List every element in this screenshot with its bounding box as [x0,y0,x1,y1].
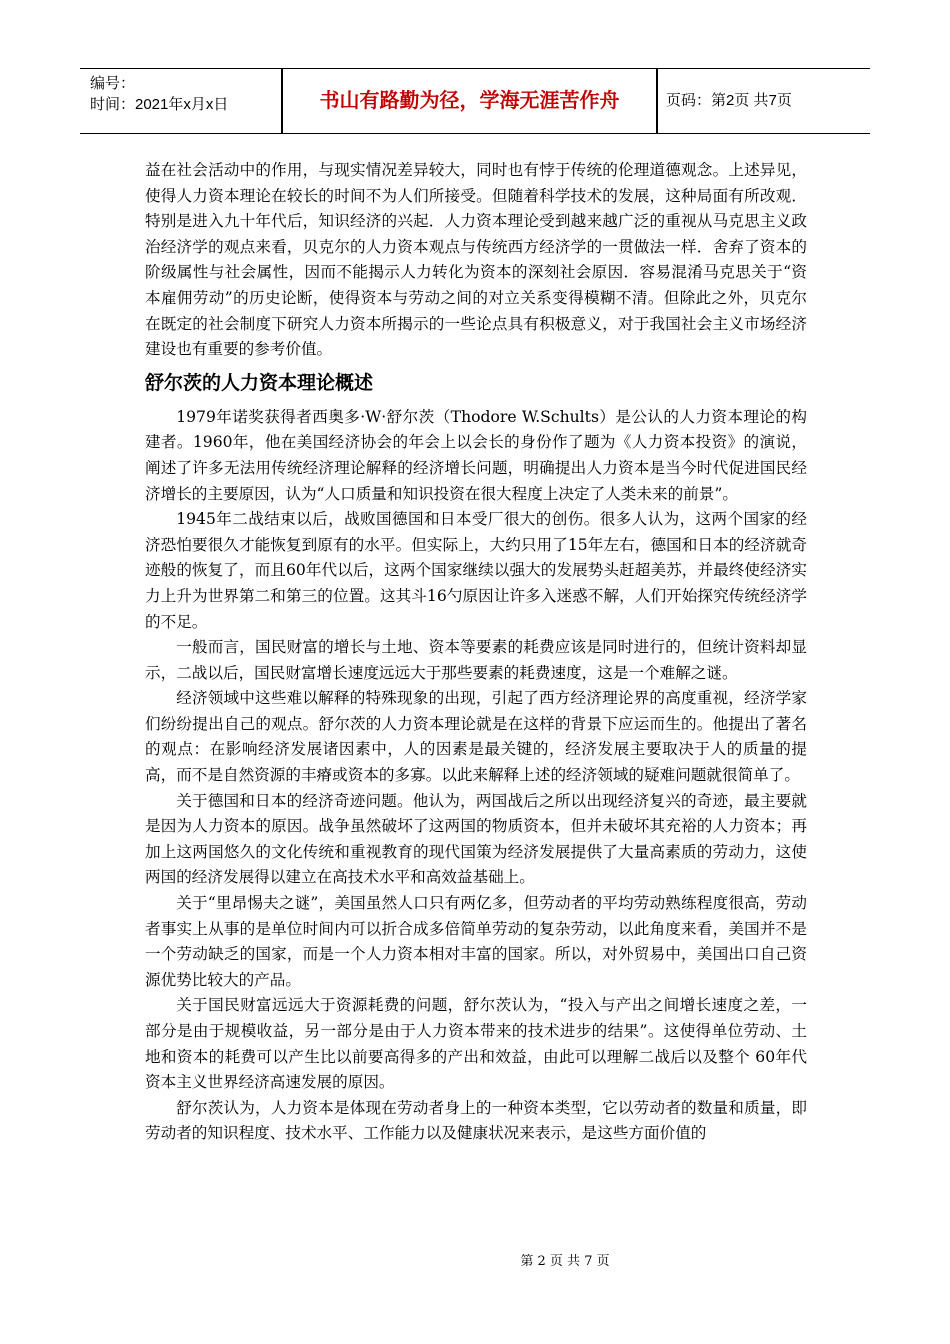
body-paragraph: 经济领域中这些难以解释的特殊现象的出现，引起了西方经济理论界的高度重视，经济学家们纷纷提出自己的观点。舒尔茨的人力资本理论就是在这样的背景下应运而生的。他提出了著名的观点：在影响经济发展诸因素中，人的因素是最关键的，经济发展主要取决于人的质量的提高，而不是自然资源的丰瘠或资本的多寡。以此来解释上述的经济领域的疑难问题就很简单了。 [145,689,807,785]
body-paragraph: 一般而言，国民财富的增长与土地、资本等要素的耗费应该是同时进行的，但统计资料却显示，二战以后，国民财富增长速度远远大于那些要素的耗费速度，这是一个难解之谜。 [145,638,807,682]
header-meta [90,73,280,115]
body-paragraph: 舒尔茨认为，人力资本是体现在劳动者身上的一种资本类型，它以劳动者的数量和质量，即劳动者的知识程度、技术水平、工作能力以及健康状况来表示，是这些方面价值的 [145,1098,807,1143]
header-page-info: 页码：第2页 共7页 [666,92,792,109]
body-paragraph: 关于国民财富远远大于资源耗费的问题，舒尔茨认为，“投入与产出之间增长速度之差，一部分是由于规模收益，另一部分是由于人力资本带来的技术进步的结果”。这使得单位劳动、土地和资本的耗费可以产生比以前要高得多的产出和效益，由此可以理解二战后以及整个 60年代资本主义世界经济高速发展的原因。 [145,996,807,1092]
document-number-label: 编号： [90,75,136,92]
continuation-paragraph: 益在社会活动中的作用，与现实情况差异较大，同时也有悖于传统的伦理道德观念。上述异见， 使得人力资本理论在较长的时间不为人们所接受。但随着科学技术的发展，这种局面有所改观． 特别是进入九十年代后，知识经济的兴起．人力资本理论受到越来越广泛的重视从马克思主义政治经济学的观点来看，贝克尔的人力资本观点与传统西方经济学的一贯做法一样．舍弃了资本的阶级属性与社会属性，因而不能揭示人力转化为资本的深刻社会原因．容易混淆马克思关于“资本雇佣劳动”的历史论断，使得资本与劳动之间的对立关系变得模糊不清。但除此之外，贝克尔在既定的社会制度下研究人力资本所揭示的一些论点具有积极意义，对于我国社会主义市场经济建设也有重要的参考价值。 [145,161,807,359]
body-paragraph: 关于“里昂惕夫之谜”，美国虽然人口只有两亿多，但劳动者的平均劳动熟练程度很高，劳动者事实上从事的是单位时间内可以折合成多倍简单劳动的复杂劳动，以此角度来看，美国并不是一个劳动缺乏的国家，而是一个人力资本相对丰富的国家。所以，对外贸易中，美国出口自己资源优势比较大的产品。 [145,894,807,989]
body-paragraph: 关于德国和日本的经济奇迹问题。他认为，两国战后之所以出现经济复兴的奇迹，最主要就是因为人力资本的原因。战争虽然破坏了这两国的物质资本，但并未破坏其充裕的人力资本；再加上这两国悠久的文化传统和重视教育的现代国策为经济发展提供了大量高素质的劳动力，这使两国的经济发展得以建立在高技术水平和高效益基础上。 [145,791,807,887]
document-date-label: 时间：2021年x月x日 [90,96,229,113]
page-header [80,68,870,134]
header-motto: 书山有路勤为径，学海无涯苦作舟 [319,88,620,112]
header-divider-right [656,69,658,133]
body-paragraph: 1945年二战结束以后，战败国德国和日本受厂很大的创伤。很多人认为，这两个国家的经济恐怕要很久才能恢复到原有的水平。但实际上，大约只用了15年左右，德国和日本的经济就奇迹般的恢复了，而且60年代以后，这两个国家继续以强大的发展势头赶超美苏，并最终使经济实力上升为世界第二和第三的位置。这其斗16勺原因让许多入迷惑不解，人们开始探究传统经济学的不足。 [145,510,807,631]
section-title: 舒尔茨的人力资本理论概述 [145,371,374,394]
document-body [145,158,807,1147]
body-paragraph: 1979年诺奖获得者西奥多·W·舒尔茨（Thodore W.Schults）是公认的人力资本理论的构建者。1960年，他在美国经济协会的年会上以会长的身份作了题为《人力资本投资》的演说，阐述了许多无法用传统经济理论解释的经济增长问题，明确提出人力资本是当今时代促进国民经济增长的主要原因，认为“人口质量和知识投资在很大程度上决定了人类未来的前景”。 [145,407,807,503]
page-footer: 第 2 页 共 7 页 [520,1254,610,1269]
